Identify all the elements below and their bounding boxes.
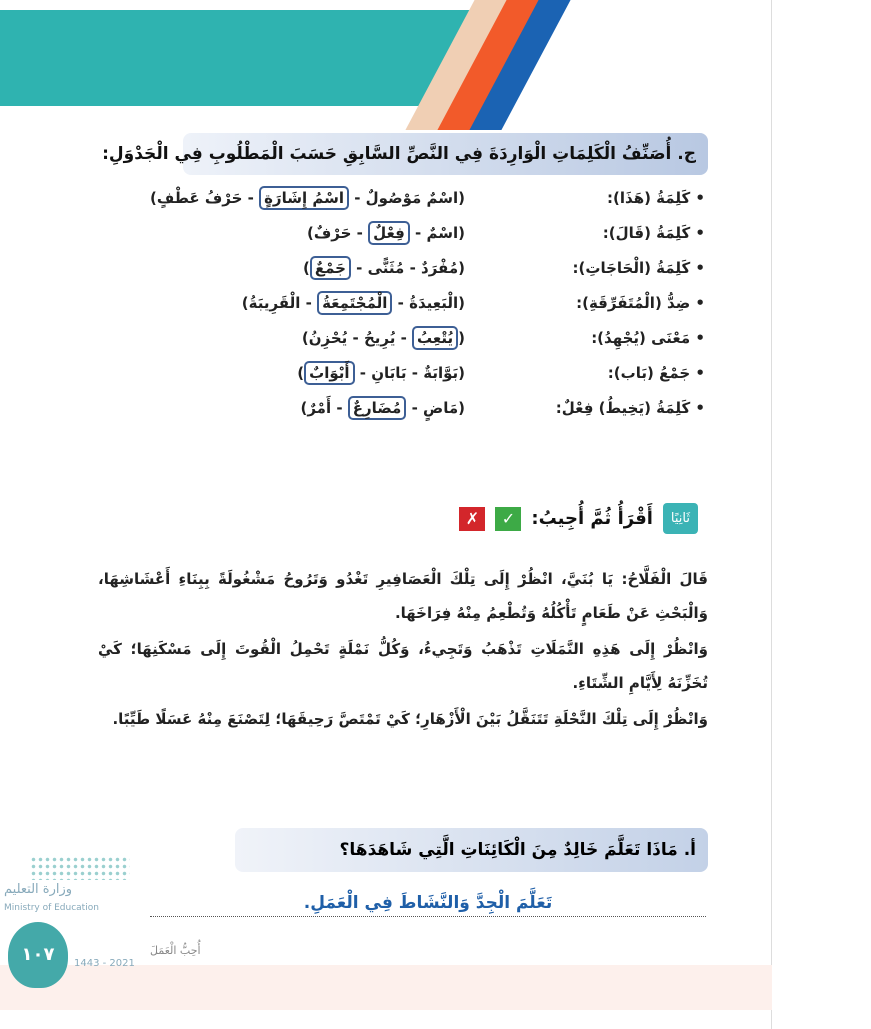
edition-years: 1443 - 2021 <box>74 958 135 969</box>
option[interactable]: بَابَانِ <box>371 364 407 382</box>
options: (يُتْعِبُ - يُرِيحُ - يُحْزِنُ) <box>302 329 465 347</box>
options: (مَاضٍ - مُضَارِعٌ - أَمْرٌ) <box>300 399 465 417</box>
section-badge: ثَانِيًا <box>663 503 698 534</box>
selected-option[interactable]: مُضَارِعٌ <box>348 396 407 420</box>
options: (مُفْرَدٌ - مُثَنًّى - جَمْعٌ) <box>303 259 465 277</box>
question: أ. مَاذَا تَعَلَّمَ خَالِدٌ مِنَ الْكَائِنَاتِ الَّتِي شَاهَدَهَا؟ <box>235 828 708 872</box>
passage <box>98 562 708 738</box>
row-label: • كَلِمَةُ (قَالَ): <box>602 224 705 242</box>
option[interactable]: الْقَرِيبَةُ <box>248 294 301 312</box>
option[interactable]: الْبَعِيدَةُ <box>409 294 459 312</box>
section-heading <box>459 503 698 534</box>
option[interactable]: اسْمٌ <box>426 224 459 242</box>
row-label: • كَلِمَةُ (هَذَا): <box>607 189 705 207</box>
option[interactable]: يُحْزِنُ <box>308 329 348 347</box>
classification-row <box>150 360 705 392</box>
option[interactable]: مَاضٍ <box>423 399 459 417</box>
row-label: • كَلِمَةُ (الْحَاجَاتِ): <box>572 259 705 277</box>
top-banner <box>0 10 772 106</box>
option[interactable]: مُثَنًّى <box>367 259 405 277</box>
row-label: • ضِدُّ (الْمُتَفَرِّقَةِ): <box>576 294 705 312</box>
options: (الْبَعِيدَةُ - الْمُجْتَمِعَةُ - الْقَرِيبَةُ) <box>242 294 465 312</box>
selected-option[interactable]: أَبْوَابٌ <box>304 361 354 385</box>
classification-row <box>150 325 705 357</box>
section-title: أَقْرَأُ ثُمَّ أُجِيبُ: <box>531 508 653 529</box>
ministry-logo <box>30 856 130 880</box>
ministry-name: وزارة التعليم <box>4 882 73 897</box>
exercise-instruction: ج. أُصَنِّفُ الْكَلِمَاتِ الْوَارِدَةَ فِي النَّصِّ السَّابِقِ حَسَبَ الْمَطْلُوبِ فِي الْجَدْوَلِ: <box>183 133 708 175</box>
options: (اسْمٌ مَوْصُولٌ - اسْمُ إِشَارَةٍ - حَرْفُ عَطْفٍ) <box>150 189 465 207</box>
selected-option[interactable]: فِعْلٌ <box>368 221 410 245</box>
classification-row <box>150 255 705 287</box>
classification-row <box>150 395 705 427</box>
selected-option[interactable]: الْمُجْتَمِعَةُ <box>317 291 392 315</box>
answer-field[interactable]: تَعَلَّمَ الْجِدَّ وَالنَّشَاطَ فِي الْعَمَلِ. <box>150 893 706 917</box>
options: (بَوَّابَةٌ - بَابَانِ - أَبْوَابٌ) <box>297 364 465 382</box>
check-icon: ✓ <box>495 507 521 531</box>
option[interactable]: مُفْرَدٌ <box>421 259 459 277</box>
option[interactable]: يُرِيحُ <box>363 329 396 347</box>
unit-title: أُحِبُّ الْعَمَلَ <box>150 944 201 957</box>
row-label: • جَمْعُ (بَاب): <box>607 364 705 382</box>
selected-option[interactable]: جَمْعٌ <box>310 256 351 280</box>
option[interactable]: أَمْرٌ <box>307 399 332 417</box>
option[interactable]: حَرْفُ عَطْفٍ <box>156 189 243 207</box>
cross-icon: ✗ <box>459 507 485 531</box>
page-edge <box>771 0 800 1029</box>
row-label: • مَعْنَى (يُجْهِدُ): <box>591 329 705 347</box>
selected-option[interactable]: يُتْعِبُ <box>412 326 458 350</box>
page-number: ١٠٧ <box>8 922 68 988</box>
classification-row <box>150 290 705 322</box>
option[interactable]: اسْمٌ مَوْصُولٌ <box>365 189 459 207</box>
classification-row <box>150 185 705 217</box>
ministry-name-en: Ministry of Education <box>4 903 99 913</box>
classification-row <box>150 220 705 252</box>
option[interactable]: بَوَّابَةٌ <box>423 364 459 382</box>
options: (اسْمٌ - فِعْلٌ - حَرْفٌ) <box>307 224 465 242</box>
passage-paragraph: قَالَ الْفَلَّاحُ: يَا بُنَيَّ، انْظُرْ إِلَى تِلْكَ الْعَصَافِيرِ تَغْدُو وَتَرُوحُ مَشْغُولَةً بِبِنَاءِ أَعْشَاشِهَا، وَالْبَحْثِ عَنْ طَعَامٍ تَأْكُلُهُ وَتُطْعِمُ مِنْهُ فِرَاخَهَا. <box>98 570 708 622</box>
row-label: • كَلِمَةُ (يَخِيطُ) فِعْلٌ: <box>555 399 705 417</box>
passage-paragraph: وَانْظُرْ إِلَى هَذِهِ النَّمَلَاتِ تَذْهَبُ وَتَجِيءُ، وَكُلُّ نَمْلَةٍ تَحْمِلُ الْقُوتَ إِلَى مَسْكَنِهَا؛ كَيْ تُخَزِّنَهُ لِأَيَّامِ الشِّتَاءِ. <box>98 640 708 692</box>
option[interactable]: حَرْفٌ <box>313 224 352 242</box>
selected-option[interactable]: اسْمُ إِشَارَةٍ <box>259 186 349 210</box>
passage-paragraph: وَانْظُرْ إِلَى تِلْكَ النَّحْلَةِ تَتَنَقَّلُ بَيْنَ الْأَزْهَارِ؛ كَيْ تَمْتَصَّ رَحِيقَهَا؛ لِتَصْنَعَ مِنْهُ عَسَلًا طَيِّبًا. <box>112 710 708 728</box>
footer-band <box>0 965 772 1010</box>
